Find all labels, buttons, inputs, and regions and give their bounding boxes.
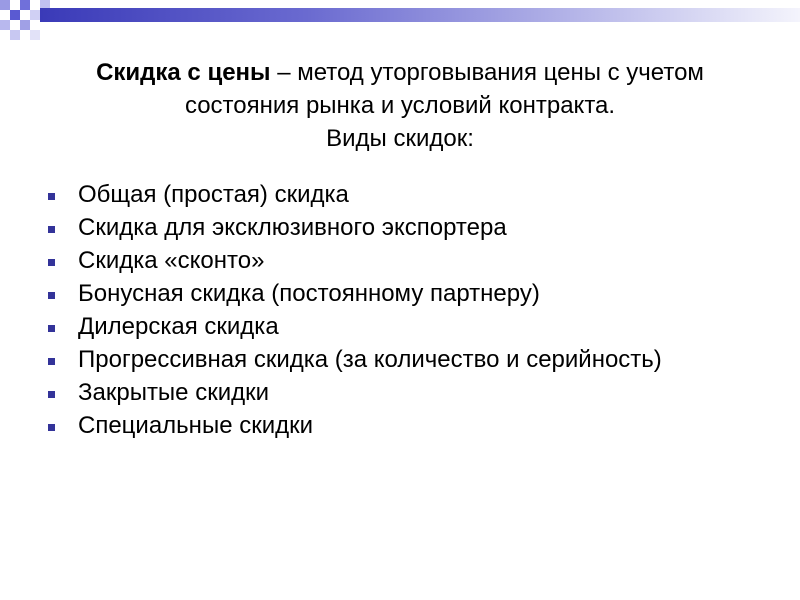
title-gradient-bar xyxy=(40,8,800,22)
deco-square xyxy=(20,20,30,30)
deco-square xyxy=(30,30,40,40)
list-item-text: Бонусная скидка (постоянному партнеру) xyxy=(78,280,540,307)
square-bullet-icon xyxy=(48,259,55,266)
slide-heading xyxy=(40,56,760,155)
deco-square xyxy=(0,0,10,10)
square-bullet-icon xyxy=(48,391,55,398)
square-bullet-icon xyxy=(48,292,55,299)
discount-types-list xyxy=(44,180,764,444)
deco-square xyxy=(20,0,30,10)
list-item-text: Скидка «сконто» xyxy=(78,247,265,274)
list-item-text: Закрытые скидки xyxy=(78,379,270,406)
list-item xyxy=(44,180,764,209)
list-item xyxy=(44,213,764,242)
bold-term: Скидка с цены xyxy=(96,59,271,86)
square-bullet-icon xyxy=(48,226,55,233)
square-bullet-icon xyxy=(48,193,55,200)
list-item xyxy=(44,411,764,440)
list-item xyxy=(44,312,764,341)
list-item xyxy=(44,279,764,308)
square-bullet-icon xyxy=(48,325,55,332)
subtitle: Виды скидок: xyxy=(326,125,474,152)
definition-text: – метод уторговывания цены с учетом состояния рынка и условий контракта. xyxy=(184,59,704,119)
list-item-text: Дилерская скидка xyxy=(78,313,279,340)
list-item xyxy=(44,345,764,374)
list-item-text: Общая (простая) скидка xyxy=(78,181,349,208)
deco-square xyxy=(0,20,10,30)
list-item xyxy=(44,378,764,407)
list-item-text: Специальные скидки xyxy=(78,412,314,439)
deco-square xyxy=(10,30,20,40)
square-bullet-icon xyxy=(48,358,55,365)
list-item-text: Скидка для эксклюзивного экспортера xyxy=(78,214,507,241)
list-item-text: Прогрессивная скидка (за количество и серийность) xyxy=(78,346,662,373)
list-item xyxy=(44,246,764,275)
deco-square xyxy=(10,10,20,20)
square-bullet-icon xyxy=(48,424,55,431)
deco-square xyxy=(30,10,40,20)
